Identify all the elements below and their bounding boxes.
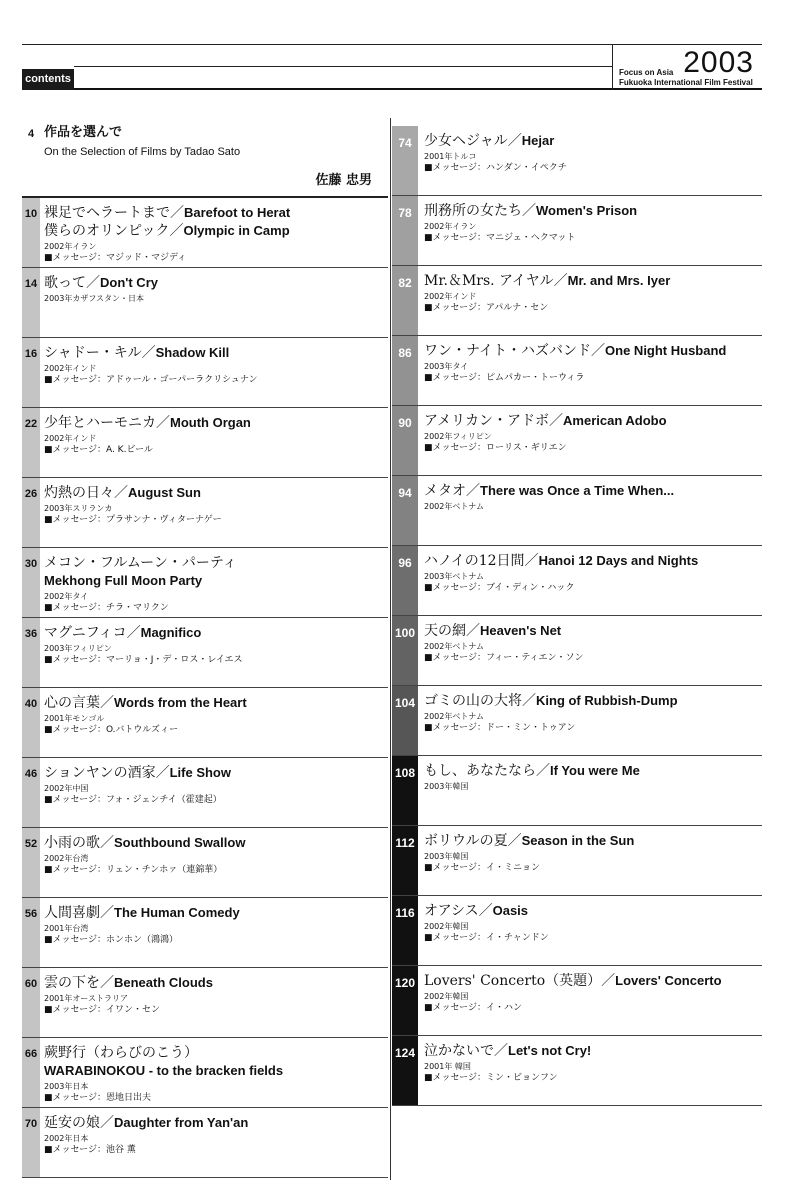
festival-tagline: Focus on Asia [619,68,674,77]
production-year-country: 2002年タイ [44,592,89,601]
english-title: WARABINOKOU - to the bracken fields [44,1063,284,1078]
japanese-title: 少女ヘジャル／ [424,133,522,149]
column-divider [390,118,391,1180]
english-title: Heaven's Net [480,623,562,638]
production-year-country: 2001年トルコ [424,152,477,161]
production-year-country: 2003年フィリピン [44,644,112,653]
production-year-country: 2002年韓国 [424,922,469,931]
entry-body [424,902,758,945]
page-number: 16 [24,348,38,360]
japanese-title: ゴミの山の大将／ [424,693,536,709]
japanese-title: 小雨の歌／ [44,835,114,851]
page-number: 10 [24,208,38,220]
film-title-secondary [44,1062,384,1080]
production-year-country: 2003年韓国 [424,782,469,791]
page-number: 36 [24,628,38,640]
page-number: 70 [24,1118,38,1130]
production-year-country: 2001年オーストラリア [44,994,128,1003]
director-message: ■メッセージ：O.バトウルズィー [44,725,179,735]
page-number: 86 [398,346,412,360]
director-message: ■メッセージ：フィー・ティエン・ソン [424,653,584,663]
english-title: Hejar [521,133,555,148]
toc-entry[interactable] [392,616,762,686]
toc-entry[interactable] [22,478,388,548]
entry-body [424,972,758,1015]
english-title: Oasis [492,903,529,918]
english-title: Season in the Sun [521,833,635,848]
japanese-title: 灼熱の日々／ [44,485,128,501]
production-year-country: 2001年モンゴル [44,714,105,723]
director-message: ■メッセージ：ピムパカー・トーウィラ [424,373,585,383]
film-title [424,622,758,640]
toc-entry[interactable] [392,756,762,826]
japanese-title: メコン・フルムーン・パーティ [44,555,237,571]
english-title: Daughter from Yan'an [114,1115,249,1130]
film-title [424,342,758,360]
director-message: ■メッセージ：アパルナ・セン [424,303,549,313]
entry-body [424,1042,758,1085]
director-message: ■メッセージ：チラ・マリクン [44,603,169,613]
japanese-title: マグニフィコ／ [44,625,141,641]
japanese-title: 人間喜劇／ [44,905,114,921]
film-title [424,412,758,430]
entry-body [424,482,758,512]
entry-body [424,762,758,792]
toc-entry[interactable] [392,896,762,966]
film-title [44,554,384,572]
japanese-title: アメリカン・アドボ／ [424,413,564,429]
japanese-title: 雲の下を／ [44,975,114,991]
entry-body [44,274,384,304]
japanese-title: 裸足でヘラートまで／ [44,205,184,221]
entry-body [424,272,758,315]
page-header [22,44,762,90]
director-message: ■メッセージ：プラサンナ・ヴィターナゲー [44,515,222,525]
production-year-country: 2001年 韓国 [424,1062,471,1071]
page-number: 26 [24,488,38,500]
director-message: ■メッセージ：恩地日出夫 [44,1093,151,1103]
toc-entry[interactable] [392,966,762,1036]
entry-body [44,554,384,615]
header-rule-middle [74,66,612,67]
director-message: ■メッセージ：アドゥール・ゴーパーラクリシュナン [44,375,258,385]
entry-body [424,132,758,175]
toc-entry[interactable] [22,828,388,898]
english-title: Mouth Organ [170,415,251,430]
entry-body [44,204,384,265]
page-number: 30 [24,558,38,570]
intro-subtitle: On the Selection of Films by Tadao Sato [44,146,241,158]
page-number: 4 [27,128,35,140]
page-number: 120 [394,976,416,990]
entry-body [44,834,384,877]
english-title: August Sun [128,485,201,500]
entry-body [424,622,758,665]
film-title [44,974,384,992]
toc-entry[interactable] [392,266,762,336]
english-title: Let's not Cry! [508,1043,592,1058]
page-number: 56 [24,908,38,920]
film-title [44,204,384,222]
director-message: ■メッセージ：マニジェ・ヘクマット [424,233,576,243]
japanese-title: Mr.＆Mrs. アイヤル／ [424,273,568,289]
japanese-title: ションヤンの酒家／ [44,765,170,781]
english-title: Barefoot to Herat [184,205,291,220]
director-message: ■メッセージ：ドー・ミン・トゥアン [424,723,576,733]
film-title [424,552,758,570]
film-title [44,624,384,642]
page-number: 46 [24,768,38,780]
toc-entry[interactable] [22,758,388,828]
toc-entry[interactable] [22,408,388,478]
director-message: ■メッセージ：池谷 薫 [44,1145,136,1155]
english-title: Don't Cry [100,275,158,290]
production-year-country: 2002年イラン [424,222,477,231]
page-number: 22 [24,418,38,430]
production-year-country: 2003年スリランカ [44,504,113,513]
film-title [424,692,758,710]
production-year-country: 2002年日本 [44,1134,89,1143]
contents-tab: contents [22,69,74,90]
production-year-country: 2003年カザフスタン・日本 [44,294,145,303]
film-title-secondary [44,222,384,240]
festival-box [612,44,762,90]
page-number: 124 [394,1046,416,1060]
film-title [424,972,758,990]
director-message: ■メッセージ：ホンホン（鴻鴻） [44,935,178,945]
japanese-title: 蕨野行（わらびのこう） [44,1045,198,1061]
film-title [424,762,758,780]
film-title [424,1042,758,1060]
toc-entry[interactable] [392,196,762,266]
production-year-country: 2001年台湾 [44,924,89,933]
film-title-secondary [44,572,384,590]
festival-name: Fukuoka International Film Festival [619,78,753,87]
english-title: Olympic in Camp [183,223,290,238]
film-title [44,344,384,362]
production-year-country: 2003年韓国 [424,852,469,861]
page-number: 52 [24,838,38,850]
japanese-title: 泣かないで／ [424,1043,508,1059]
page-number: 96 [398,556,412,570]
entry-body [44,1114,384,1157]
intro-entry[interactable] [22,118,388,198]
japanese-title: ボリウルの夏／ [424,833,522,849]
production-year-country: 2002年インド [424,292,477,301]
film-title [424,202,758,220]
english-title: If You were Me [550,763,640,778]
production-year-country: 2002年中国 [44,784,89,793]
festival-year: 2003 [683,46,754,79]
japanese-title: 延安の娘／ [44,1115,114,1131]
entry-body [44,484,384,527]
japanese-title: 刑務所の女たち／ [424,203,536,219]
english-title: Words from the Heart [114,695,247,710]
page-number: 90 [398,416,412,430]
production-year-country: 2002年ベトナム [424,712,484,721]
entry-body [424,412,758,455]
page-number: 100 [394,626,416,640]
entry-body [44,694,384,737]
production-year-country: 2003年タイ [424,362,469,371]
director-message: ■メッセージ：ミン・ビョンフン [424,1073,558,1083]
english-title: King of Rubbish-Dump [536,693,678,708]
film-title [44,414,384,432]
director-message: ■メッセージ：マーリョ・J・デ・ロス・レイエス [44,655,243,665]
toc-entry[interactable] [22,548,388,618]
page-number: 104 [394,696,416,710]
english-title: Mekhong Full Moon Party [44,573,203,588]
film-title [44,904,384,922]
production-year-country: 2002年イラン [44,242,97,251]
intro-author: 佐藤 忠男 [315,173,372,188]
page-number: 94 [398,486,412,500]
english-title: Southbound Swallow [114,835,246,850]
english-title: American Adobo [563,413,667,428]
english-title: One Night Husband [605,343,727,358]
film-title [44,764,384,782]
english-title: Life Show [169,765,231,780]
japanese-title: 心の言葉／ [44,695,114,711]
production-year-country: 2003年ベトナム [424,572,484,581]
entry-body [44,1044,384,1105]
intro-title: 作品を選んで [44,125,123,140]
japanese-title: ハノイの12日間／ [424,553,539,569]
film-title [44,1114,384,1132]
film-title [424,132,758,150]
toc-entry[interactable] [22,268,388,338]
toc-entry[interactable] [392,826,762,896]
toc-entry[interactable] [392,406,762,476]
english-title: Beneath Clouds [114,975,213,990]
director-message: ■メッセージ：フォ・ジェンチイ（霍建起） [44,795,222,805]
english-title: There was Once a Time When... [480,483,675,498]
toc-entry[interactable] [22,688,388,758]
toc-entry[interactable] [22,338,388,408]
page-number: 60 [24,978,38,990]
japanese-title: 天の網／ [424,623,480,639]
film-title [44,274,384,292]
english-title: Women's Prison [536,203,638,218]
director-message: ■メッセージ：イ・チャンドン [424,933,549,943]
english-title: The Human Comedy [114,905,240,920]
toc-entry[interactable] [392,546,762,616]
entry-body [424,552,758,595]
page-number: 74 [398,136,412,150]
toc-entry[interactable] [392,1036,762,1106]
director-message: ■メッセージ：イ・ハン [424,1003,522,1013]
director-message: ■メッセージ：イワン・セン [44,1005,160,1015]
director-message: ■メッセージ：ブイ・ディン・ハック [424,583,575,593]
japanese-title: Lovers' Concerto（英題）／ [424,973,616,989]
entry-body [44,624,384,667]
english-title: Magnifico [140,625,202,640]
entry-body [424,692,758,735]
film-title [424,272,758,290]
director-message: ■メッセージ：イ・ミニョン [424,863,540,873]
director-message: ■メッセージ：リェン・チンホァ（連錦華） [44,865,223,875]
entry-body [44,974,384,1017]
japanese-title: 歌って／ [44,275,100,291]
film-title [424,832,758,850]
entry-body [44,414,384,457]
page-number: 108 [394,766,416,780]
page-number: 66 [24,1048,38,1060]
film-title [44,484,384,502]
toc-entry[interactable] [22,1038,388,1108]
japanese-title: 少年とハーモニカ／ [44,415,170,431]
entry-body [424,832,758,875]
toc-entry[interactable] [22,898,388,968]
toc-entry[interactable] [392,686,762,756]
toc-entry[interactable] [392,476,762,546]
entry-body [424,342,758,385]
toc-entry[interactable] [392,336,762,406]
toc-entry[interactable] [22,1108,388,1178]
film-title [44,834,384,852]
film-title [44,694,384,712]
page-number: 112 [395,836,415,850]
production-year-country: 2002年ベトナム [424,642,484,651]
entry-body [44,764,384,807]
director-message: ■メッセージ：ローリス・ギリエン [424,443,567,453]
japanese-title: メタオ／ [424,483,480,499]
toc-entry[interactable] [392,126,762,196]
film-title [44,1044,384,1062]
page-number: 40 [24,698,38,710]
production-year-country: 2002年フィリピン [424,432,492,441]
japanese-title: シャドー・キル／ [44,345,156,361]
english-title: Mr. and Mrs. Iyer [567,273,671,288]
production-year-country: 2002年インド [44,364,97,373]
entry-body [424,202,758,245]
toc-entry[interactable] [22,198,388,268]
production-year-country: 2003年日本 [44,1082,89,1091]
japanese-title: オアシス／ [424,903,493,919]
director-message: ■メッセージ：A. K.ビール [44,445,153,455]
entry-body [44,344,384,387]
production-year-country: 2002年台湾 [44,854,89,863]
japanese-title: ワン・ナイト・ハズバンド／ [424,343,606,359]
film-title [424,482,758,500]
english-title: Shadow Kill [155,345,230,360]
toc-entry[interactable] [22,968,388,1038]
page-number: 82 [398,276,412,290]
japanese-title: もし、あなたなら／ [424,763,550,779]
production-year-country: 2002年韓国 [424,992,469,1001]
toc-entry[interactable] [22,618,388,688]
production-year-country: 2002年インド [44,434,97,443]
page-number: 14 [24,278,38,290]
page-number: 116 [395,906,415,920]
japanese-title: 僕らのオリンピック／ [44,223,184,239]
entry-body [44,904,384,947]
director-message: ■メッセージ：マジッド・マジディ [44,253,187,263]
director-message: ■メッセージ：ハンダン・イペクチ [424,163,567,173]
film-title [424,902,758,920]
production-year-country: 2002年ベトナム [424,502,484,511]
page-number: 78 [398,206,412,220]
english-title: Hanoi 12 Days and Nights [538,553,699,568]
english-title: Lovers' Concerto [615,973,722,988]
